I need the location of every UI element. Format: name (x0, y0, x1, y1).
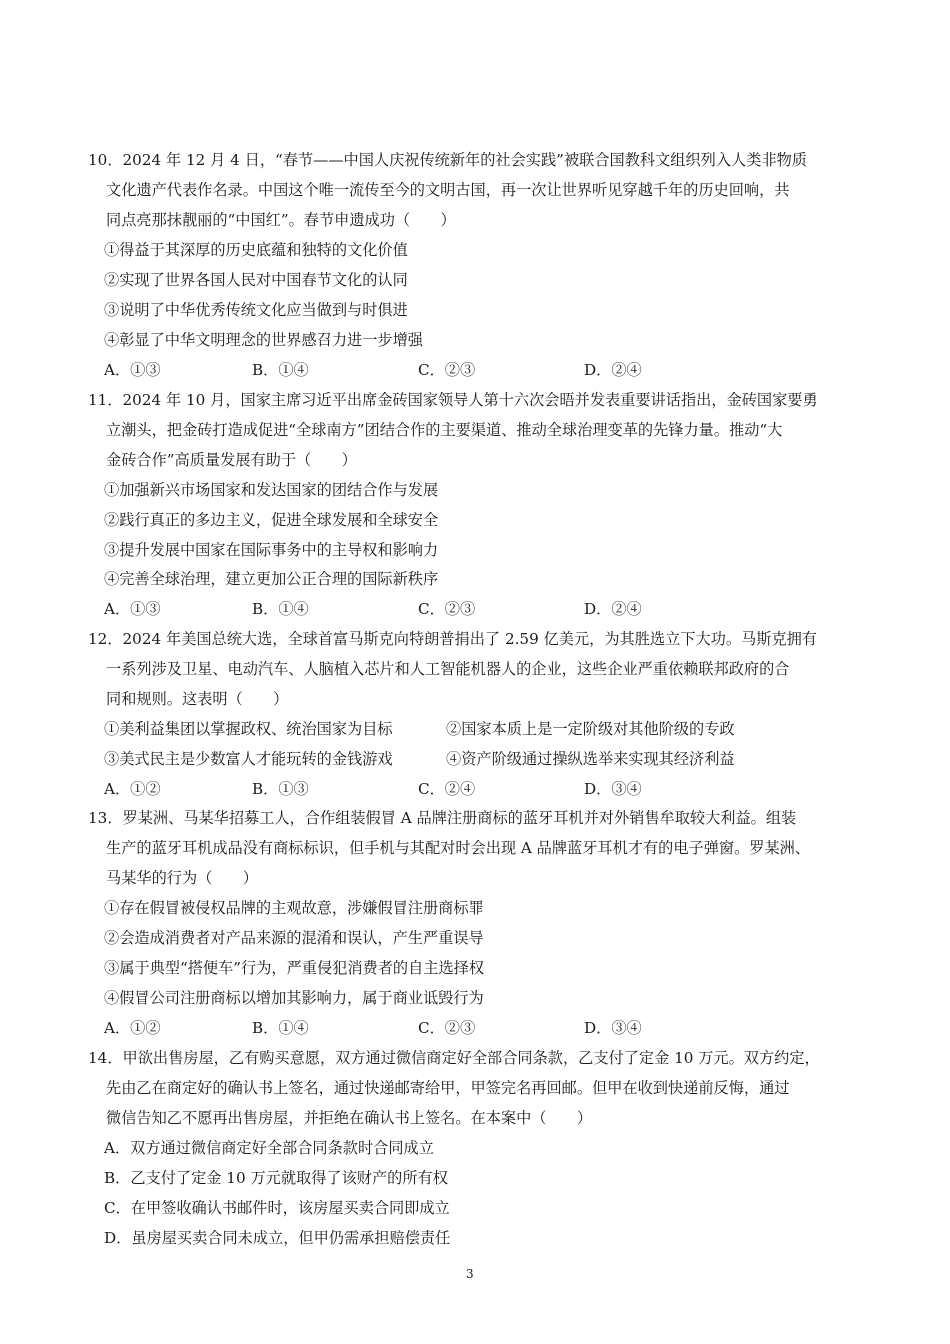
choice-b[interactable]: B．①④ (252, 600, 309, 618)
choice-d[interactable]: D．③④ (584, 780, 642, 798)
question-13-statement-2: ②会造成消费者对产品来源的混淆和误认，产生严重误导 (104, 929, 484, 947)
choice-b[interactable]: B．①④ (252, 361, 309, 379)
question-12-statement-2: ②国家本质上是一定阶级对其他阶级的专政 (446, 720, 735, 738)
question-13-statement-1: ①存在假冒被侵权品牌的主观故意，涉嫌假冒注册商标罪 (104, 899, 484, 917)
question-14-option-a[interactable]: A．双方通过微信商定好全部合同条款时合同成立 (104, 1139, 434, 1157)
question-10-statement-1: ①得益于其深厚的历史底蕴和独特的文化价值 (104, 241, 408, 259)
choice-c[interactable]: C．②③ (418, 361, 476, 379)
choice-a[interactable]: A．①③ (104, 361, 161, 379)
choice-b[interactable]: B．①③ (252, 780, 309, 798)
choice-d[interactable]: D．②④ (584, 600, 642, 618)
question-13-stem-line-3: 马某华的行为（ ） (106, 869, 258, 887)
question-14-stem-line-3: 微信告知乙不愿再出售房屋，并拒绝在确认书上签名。在本案中（ ） (106, 1109, 592, 1127)
choice-a[interactable]: A．①② (104, 1019, 161, 1037)
question-11-stem-line-2: 立潮头，把金砖打造成促进“全球南方”团结合作的主要渠道、推动全球治理变革的先锋力量。推动“大 (106, 421, 783, 439)
choice-c[interactable]: C．②④ (418, 780, 476, 798)
question-11-statement-4: ④完善全球治理，建立更加公正合理的国际新秩序 (104, 570, 439, 588)
choice-d[interactable]: D．③④ (584, 1019, 642, 1037)
question-12-statement-4: ④资产阶级通过操纵选举来实现其经济利益 (446, 750, 735, 768)
question-12-stem-line-2: 一系列涉及卫星、电动汽车、人脑植入芯片和人工智能机器人的企业，这些企业严重依赖联邦政府的合 (106, 660, 790, 678)
question-12-stem-line-3: 同和规则。这表明（ ） (106, 690, 289, 708)
question-14-option-d[interactable]: D．虽房屋买卖合同未成立，但甲仍需承担赔偿责任 (104, 1229, 451, 1247)
question-12-statement-1: ①美利益集团以掌握政权、统治国家为目标 (104, 720, 393, 738)
question-14-option-c[interactable]: C．在甲签收确认书邮件时，该房屋买卖合同即成立 (104, 1199, 450, 1217)
question-11-stem-line-1: 11．2024 年 10 月，国家主席习近平出席金砖国家领导人第十六次会晤并发表重要讲话指出，金砖国家要勇 (88, 391, 818, 409)
question-11-statement-2: ②践行真正的多边主义，促进全球发展和全球安全 (104, 511, 439, 529)
question-10-statement-2: ②实现了世界各国人民对中国春节文化的认同 (104, 271, 408, 289)
choice-c[interactable]: C．②③ (418, 1019, 476, 1037)
question-12-stem-line-1: 12．2024 年美国总统大选，全球首富马斯克向特朗普捐出了 2.59 亿美元，为其胜选立下大功。马斯克拥有 (88, 630, 817, 648)
question-13-stem-line-2: 生产的蓝牙耳机成品没有商标标识，但手机与其配对时会出现 A 品牌蓝牙耳机才有的电子弹窗。罗某洲、 (106, 839, 811, 857)
question-10-stem-line-3: 同点亮那抹靓丽的“中国红”。春节申遗成功（ ） (106, 211, 456, 229)
question-14-option-b[interactable]: B．乙支付了定金 10 万元就取得了该财产的所有权 (104, 1169, 448, 1187)
question-10-statement-3: ③说明了中华优秀传统文化应当做到与时俱进 (104, 301, 408, 319)
question-11-stem-line-3: 金砖合作”高质量发展有助于（ ） (106, 451, 357, 469)
question-11-statement-3: ③提升发展中国家在国际事务中的主导权和影响力 (104, 541, 439, 559)
question-10-stem-line-1: 10．2024 年 12 月 4 日，“春节——中国人庆祝传统新年的社会实践”被联合国教科文组织列入人类非物质 (88, 151, 807, 169)
question-14-stem-line-2: 先由乙在商定好的确认书上签名，通过快递邮寄给甲，甲签完名再回邮。但甲在收到快递前反悔，通过 (106, 1079, 790, 1097)
question-12-statement-3: ③美式民主是少数富人才能玩转的金钱游戏 (104, 750, 393, 768)
question-14-stem-line-1: 14．甲欲出售房屋，乙有购买意愿，双方通过微信商定好全部合同条款，乙支付了定金 10 万元。双方约定， (88, 1049, 820, 1067)
question-13-statement-4: ④假冒公司注册商标以增加其影响力，属于商业诋毁行为 (104, 989, 484, 1007)
choice-d[interactable]: D．②④ (584, 361, 642, 379)
choice-a[interactable]: A．①③ (104, 600, 161, 618)
choice-c[interactable]: C．②③ (418, 600, 476, 618)
question-10-stem-line-2: 文化遗产代表作名录。中国这个唯一流传至今的文明古国，再一次让世界听见穿越千年的历史回响，共 (106, 181, 790, 199)
choice-b[interactable]: B．①④ (252, 1019, 309, 1037)
question-11-statement-1: ①加强新兴市场国家和发达国家的团结合作与发展 (104, 481, 439, 499)
question-13-statement-3: ③属于典型“搭便车”行为，严重侵犯消费者的自主选择权 (104, 959, 485, 977)
choice-a[interactable]: A．①② (104, 780, 161, 798)
page-number: 3 (466, 1267, 474, 1281)
question-13-stem-line-1: 13．罗某洲、马某华招募工人，合作组装假冒 A 品牌注册商标的蓝牙耳机并对外销售牟取较大利益。组装 (88, 809, 797, 827)
question-10-statement-4: ④彰显了中华文明理念的世界感召力进一步增强 (104, 331, 423, 349)
